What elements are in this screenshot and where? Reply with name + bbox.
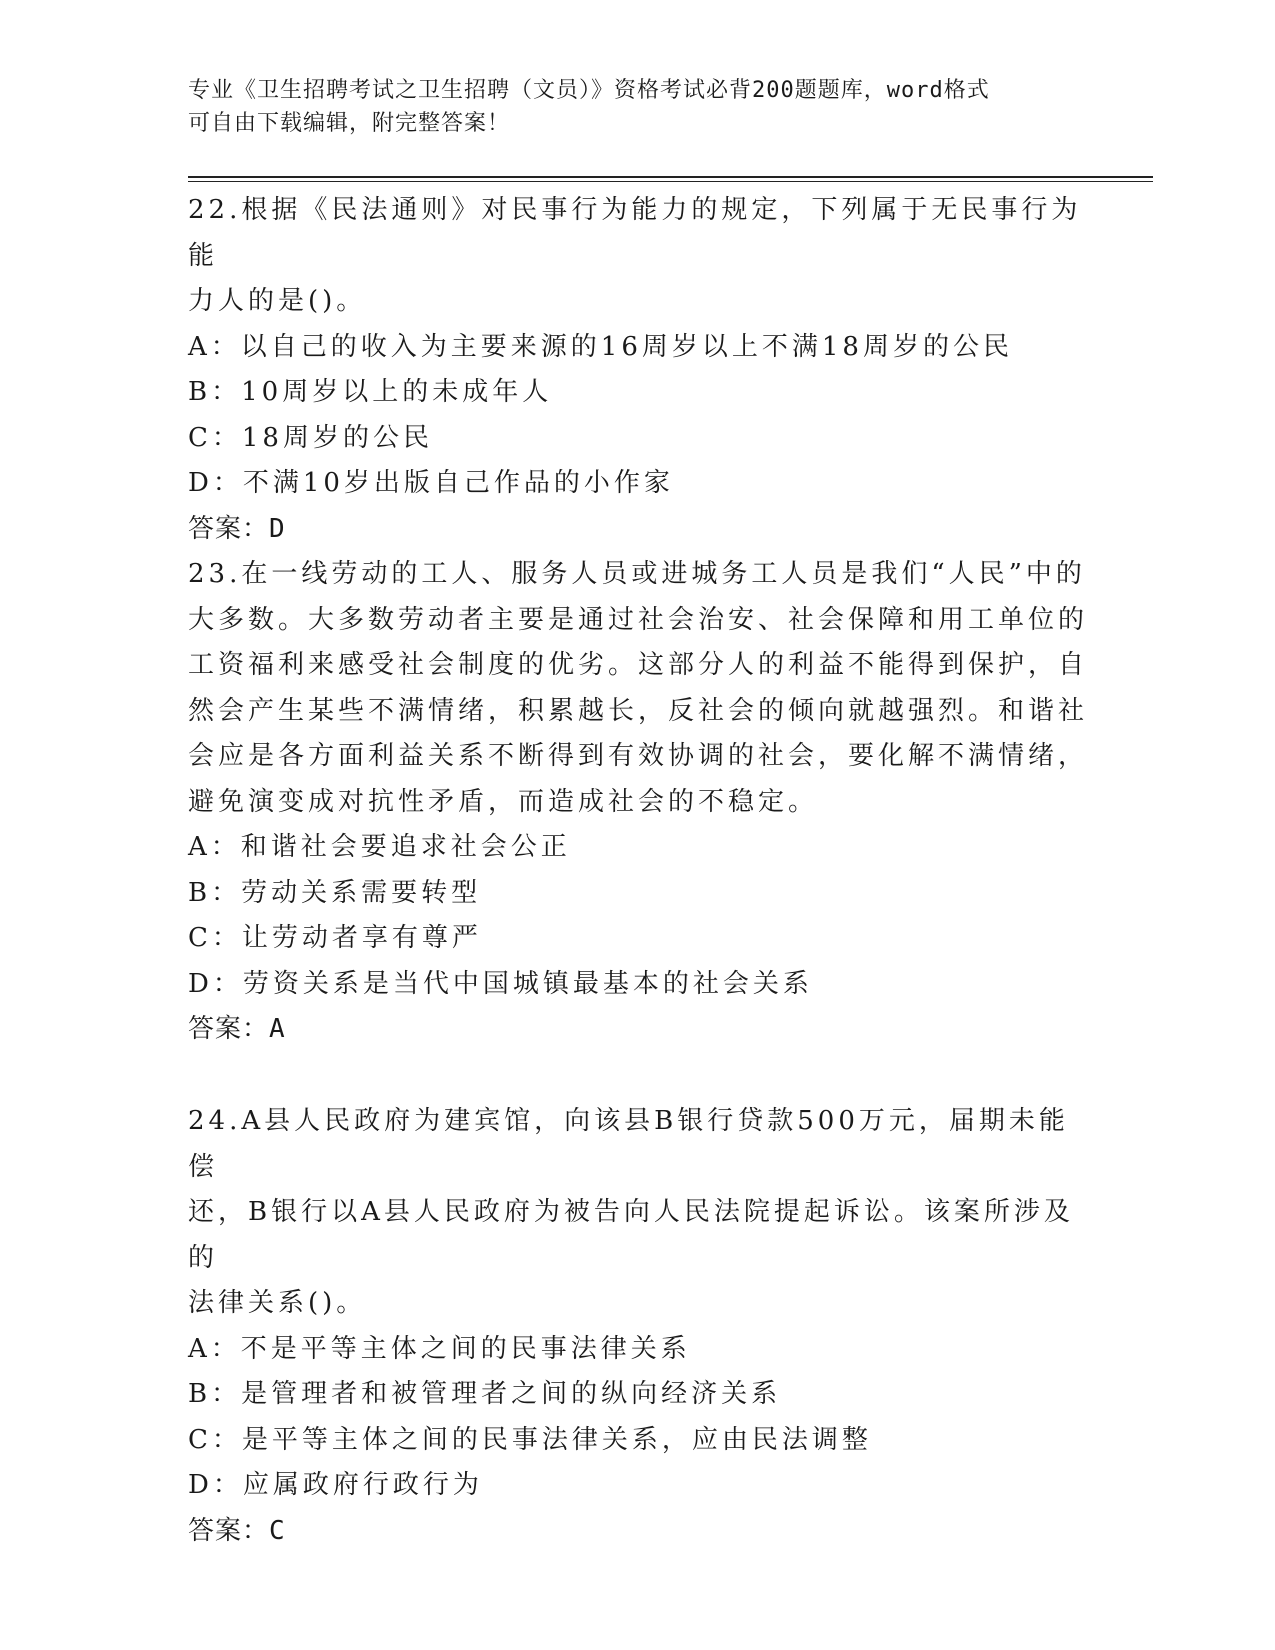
question-stem-line: 避免演变成对抗性矛盾，而造成社会的不稳定。 — [188, 786, 819, 817]
question-stem-line: 会应是各方面利益关系不断得到有效协调的社会，要化解不满情绪， — [188, 741, 1089, 771]
option-c: C：是平等主体之间的民事法律关系，应由民法调整 — [188, 1424, 872, 1455]
option-c: C：18周岁的公民 — [188, 422, 433, 453]
page-header — [188, 74, 1068, 140]
option-a: A：和谐社会要追求社会公正 — [188, 832, 571, 862]
header-line-2: 可自由下载编辑，附完整答案！ — [188, 111, 511, 136]
question-stem-line: 然会产生某些不满情绪，积累越长，反社会的倾向就越强烈。和谐社 — [188, 695, 1089, 726]
header-divider-thin — [188, 181, 1153, 182]
header-divider-thick — [188, 176, 1153, 178]
question-stem-line: 法律关系()。 — [188, 1288, 367, 1318]
question-stem-line: 24.A县人民政府为建宾馆，向该县B银行贷款500万元，届期未能偿 — [188, 1106, 1069, 1182]
option-b: B：10周岁以上的未成年人 — [188, 377, 553, 407]
question-stem-line: 23.在一线劳动的工人、服务人员或进城务工人员是我们“人民”中的 — [188, 559, 1086, 589]
question-22 — [188, 188, 1088, 552]
question-stem-line: 大多数。大多数劳动者主要是通过社会治安、社会保障和用工单位的 — [188, 604, 1089, 635]
option-b: B：是管理者和被管理者之间的纵向经济关系 — [188, 1379, 782, 1409]
option-b: B：劳动关系需要转型 — [188, 877, 482, 908]
question-stem-line: 工资福利来感受社会制度的优劣。这部分人的利益不能得到保护，自 — [188, 650, 1089, 680]
question-stem-line: 22.根据《民法通则》对民事行为能力的规定，下列属于无民事行为能 — [188, 195, 1082, 271]
question-24 — [188, 1099, 1088, 1554]
header-line-1: 专业《卫生招聘考试之卫生招聘（文员）》资格考试必背200题题库，word格式 — [188, 78, 990, 103]
option-c: C：让劳动者享有尊严 — [188, 923, 482, 953]
answer: 答案：C — [188, 1515, 286, 1546]
answer: 答案：D — [188, 513, 286, 544]
option-d: D：劳资关系是当代中国城镇最基本的社会关系 — [188, 968, 813, 999]
answer: 答案：A — [188, 1014, 286, 1044]
option-a: A：不是平等主体之间的民事法律关系 — [188, 1333, 691, 1364]
question-stem-line: 力人的是()。 — [188, 286, 367, 316]
option-d: D：应属政府行政行为 — [188, 1470, 483, 1500]
option-d: D：不满10岁出版自己作品的小作家 — [188, 468, 674, 498]
question-23 — [188, 552, 1088, 1053]
question-stem-line: 还，B银行以A县人民政府为被告向人民法院提起诉讼。该案所涉及的 — [188, 1197, 1074, 1273]
option-a: A：以自己的收入为主要来源的16周岁以上不满18周岁的公民 — [188, 331, 1013, 362]
